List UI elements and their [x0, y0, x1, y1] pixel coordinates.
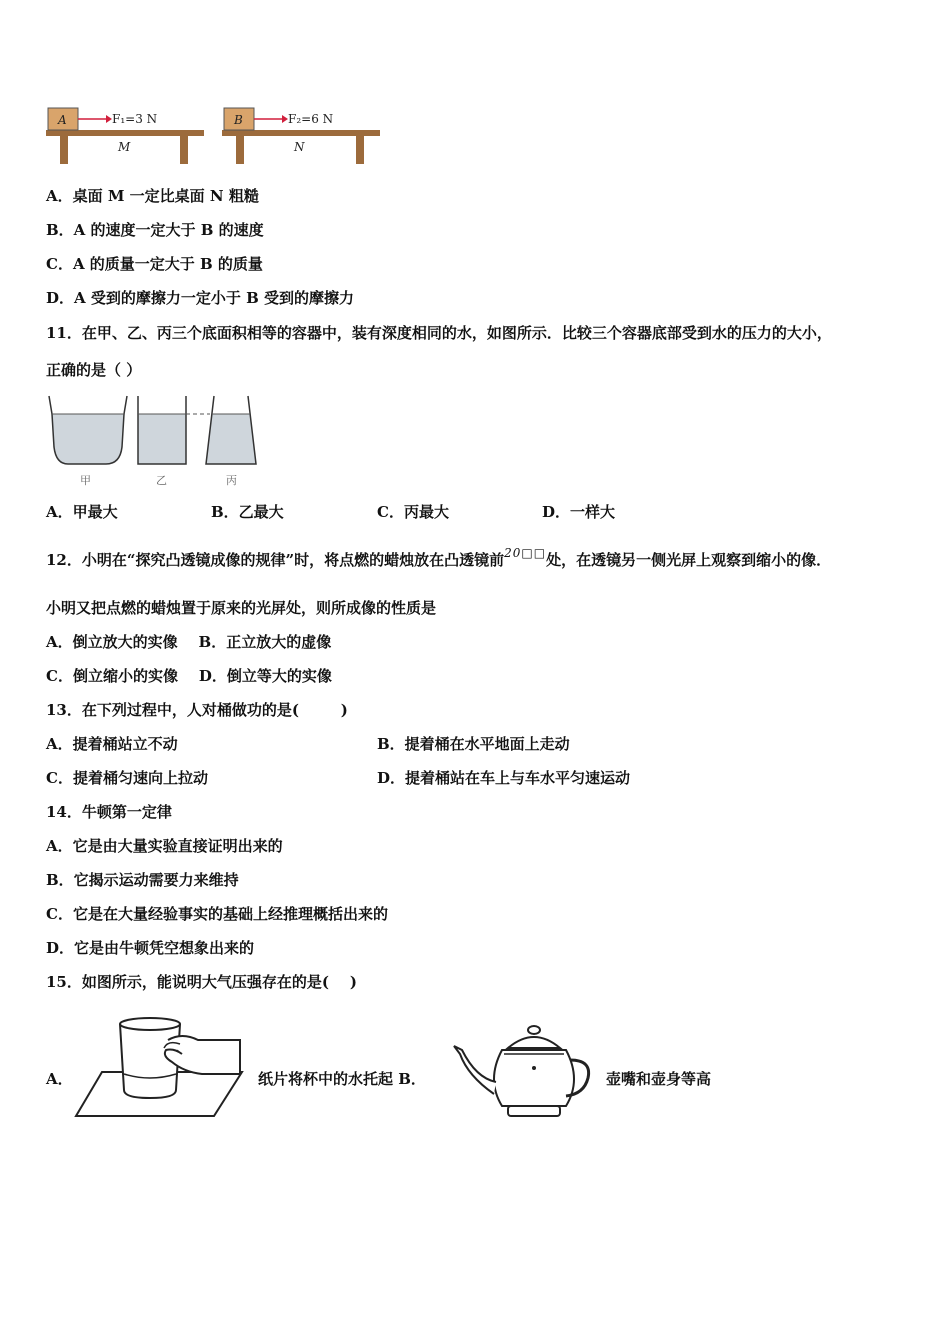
q13-option-c[interactable]: C．提着桶匀速向上拉动	[46, 769, 208, 787]
q13-option-d[interactable]: D．提着桶站在车上与车水平匀速运动	[377, 769, 631, 787]
teapot-illustration	[446, 1020, 596, 1126]
q11-option-b[interactable]: B．乙最大	[211, 503, 284, 521]
q10-option-a[interactable]: A．桌面 M 一定比桌面 N 粗糙	[46, 187, 259, 205]
q14-option-b[interactable]: B．它揭示运动需要力来维持	[46, 871, 239, 889]
q13-option-a[interactable]: A．提着桶站立不动	[46, 735, 178, 753]
containers-diagram	[46, 392, 266, 490]
q11-figure	[46, 392, 266, 490]
q14-option-c[interactable]: C．它是在大量经验事实的基础上经推理概括出来的	[46, 905, 388, 923]
q12-garbled-value: 20□□	[504, 546, 547, 560]
table-m-label: M	[118, 140, 131, 154]
q15-stem: 15．如图所示，能说明大气压强存在的是( )	[46, 973, 357, 991]
q12-options-row1[interactable]: A．倒立放大的实像 B．正立放大的虚像	[46, 633, 332, 651]
q12-options-row2[interactable]: C．倒立缩小的实像 D．倒立等大的实像	[46, 667, 332, 685]
label-yi: 乙	[156, 474, 167, 487]
q15-option-a-text[interactable]: 纸片将杯中的水托起 B．	[258, 1070, 426, 1088]
q13-stem: 13．在下列过程中，人对桶做功的是( )	[46, 701, 348, 719]
q10-figure	[40, 100, 385, 170]
table-n-label: N	[294, 140, 305, 154]
q14-stem: 14．牛顿第一定律	[46, 803, 172, 821]
q10-option-d[interactable]: D．A 受到的摩擦力一定小于 B 受到的摩擦力	[46, 289, 354, 307]
q11-option-a[interactable]: A．甲最大	[46, 503, 118, 521]
force-b-label: F₂=6 N	[288, 112, 334, 126]
q15-option-b-text[interactable]: 壶嘴和壶身等高	[606, 1070, 712, 1088]
q15-option-a-letter[interactable]: A．	[46, 1070, 73, 1088]
q12-stem-part1: 12．小明在“探究凸透镜成像的规律”时，将点燃的蜡烛放在凸透镜前	[46, 551, 505, 569]
q10-option-c[interactable]: C．A 的质量一定大于 B 的质量	[46, 255, 263, 273]
block-b-label: B	[234, 113, 243, 127]
q11-option-d[interactable]: D．一样大	[542, 503, 616, 521]
q12-stem-line1	[46, 546, 832, 571]
force-a-label: F₁=3 N	[112, 112, 158, 126]
q14-option-d[interactable]: D．它是由牛顿凭空想象出来的	[46, 939, 255, 957]
q15-figure-b	[446, 1020, 596, 1126]
q12-stem-line2: 小明又把点燃的蜡烛置于原来的光屏处，则所成像的性质是	[46, 599, 437, 617]
q11-stem-line1: 11．在甲、乙、丙三个底面积相等的容器中，装有深度相同的水，如图所示．比较三个容器底部受到水的压力的大小，	[46, 324, 832, 342]
label-bing: 丙	[226, 474, 237, 487]
q11-stem-line2: 正确的是（ ）	[46, 361, 142, 379]
q14-option-a[interactable]: A．它是由大量实验直接证明出来的	[46, 837, 283, 855]
block-a-label: A	[58, 113, 67, 127]
q12-stem-part2: 处，在透镜另一侧光屏上观察到缩小的像．	[546, 551, 832, 569]
q15-figure-a	[72, 1010, 248, 1122]
q10-option-b[interactable]: B．A 的速度一定大于 B 的速度	[46, 221, 264, 239]
label-jia: 甲	[80, 474, 91, 487]
q13-option-b[interactable]: B．提着桶在水平地面上走动	[377, 735, 570, 753]
cup-paper-illustration	[72, 1010, 248, 1122]
q11-option-c[interactable]: C．丙最大	[377, 503, 449, 521]
tables-diagram	[40, 100, 385, 170]
